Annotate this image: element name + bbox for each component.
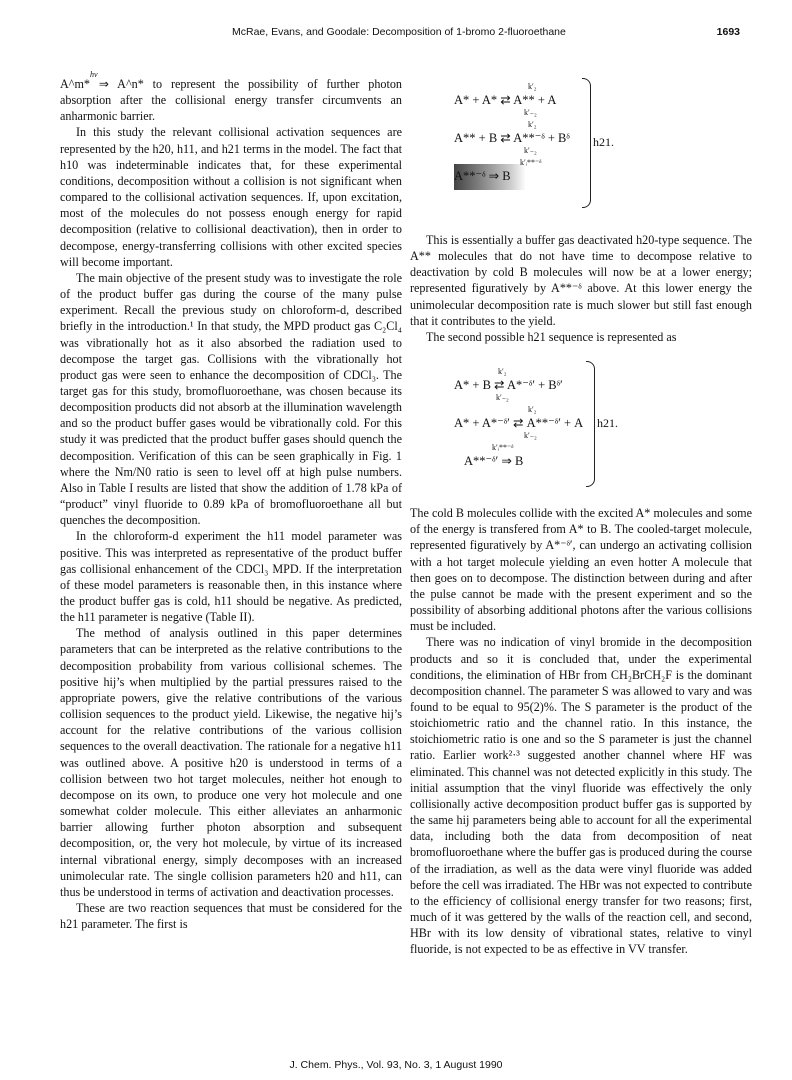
equation-text: A* + A* ⇄ A** + A — [454, 93, 557, 107]
rate-constant: k′₋₂ — [496, 393, 509, 403]
paragraph: The main objective of the present study was to investigate the role of the product buffer gas during the course of the many pulse experiment. Recall the previous study on chloroform-d, described briefly in the introduction.¹ In that study, the MPD product gas C₂Cl₄ was vibrationally hot as it also absorbed the radiation used to decompose the target gas. Collisions with the vibrationally hot product gas were seen to enhance the decomposition of CDCl₃. The target gas for this study, bromofluoroethane, was chosen because its decomposition products did not absorb at the illumination wavelength and so the product buffer gases would be vibrationally cold. For this study it was predicted that the product buffer gases should quench the decomposition. Verification of this can be seen graphically in Fig. 1 where the Nm/N0 ratio is seen to level off at high pulse numbers. Also in Table I results are listed that show the addition of 1.78 kPa of “product” vinyl fluoride to 0.89 kPa of bromofluoroethane all but quenches the decomposition. — [60, 270, 402, 528]
rate-constant: k′₋₂ — [524, 431, 537, 441]
paragraph: There was no indication of vinyl bromide in the decomposition products and so it is concluded that, under the experimental conditions, the elimination of HBr from CH₂BrCH₂F is the dominant decomposition channel. The parameter S was allowed to vary and was found to be equal to 95(2)%. The S parameter is the product of the stoichiometric ratio and the channel ratio. In this instance, the stoichiometric ratio is one and so the S parameter is just the channel ratio. Earlier work²·³ suggested another channel where HF was eliminated. This channel was not detected explicitly in this study. The initial assumption that the vinyl fluoride was effectively the only collisionally active decomposition product buffer gas is supported by the same hij parameters being able to account for all the experimental data, including both the data from decomposition of neat bromofluoroethane where the buffer gas is produced during the course of the irradiation, as well as the data were vinyl fluoride was added before the cell was irradiated. The HBr was not expected to contribute to the efficiency of collisional energy transfer for two reasons; first, much of it was gettered by the walls of the reaction cell, and second, HBr with its low density of vibrational states, relative to vinyl fluoride, is not expected to be as effective in VV transfer. — [410, 635, 752, 957]
rate-constant: k′ᵢ**⁻ᵟ — [520, 158, 542, 167]
rate-constant: k′₋₂ — [524, 108, 537, 117]
paragraph: This is essentially a buffer gas deactivated h20-type sequence. The A** molecules that do not have time to decompose relative to deactivation by cold B molecules will now be at a lower energy; represented figuratively by A**⁻ᵟ above. At this lower energy the unimolecular decomposition rate is much slower but still fast enough that it contributes to the yield. — [410, 233, 752, 328]
rate-constant: k′₂ — [528, 405, 537, 415]
reaction-line — [410, 361, 752, 403]
brace — [586, 361, 595, 487]
brace-label: h21. — [597, 416, 618, 431]
equation-text: A**⁻ᵟ′ ⇒ B — [464, 454, 524, 469]
reaction-line — [410, 399, 752, 441]
brace — [582, 78, 591, 208]
reaction-line — [410, 76, 752, 117]
rate-constant: k′₂ — [498, 367, 507, 377]
rate-constant: k′ᵢ**⁻ᵟ — [492, 443, 514, 453]
equation-text: A** + B ⇄ A**⁻ᵟ + Bᵟ — [454, 131, 570, 145]
paragraph: A^m* ⇒ A^n* to represent the possibility of further photon absorption after the collisional energy transfer circumvents an anharmonic barrier. — [60, 77, 402, 124]
page-number: 1693 — [716, 26, 740, 38]
paragraph: The cold B molecules collide with the excited A* molecules and some of the energy is transfered from A* to B. The cooled-target molecule, represented figuratively by A*⁻ᵟ′, can undergo an activating collision with a hot target molecule yielding an even hotter A molecule that then goes on to decompose. The distinction between during and after the pulse cannot be made with the present experiment and so the possibility of absorbing additional photons after the various collisions must be included. — [410, 506, 752, 634]
running-title: McRae, Evans, and Goodale: Decomposition of 1-bromo 2-fluoroethane — [232, 26, 566, 38]
reaction-line — [410, 114, 752, 155]
reaction-line — [410, 152, 752, 190]
paragraph: In this study the relevant collisional activation sequences are represented by the h20, h11, and h21 terms in the model. The fact that h10 was indeterminable indicates that, for these experimental conditions, decomposition without a collision is not significant when compared to the collisional activation sequences. If, upon excitation, most of the molecules do not possess enough energy for rapid decomposition (relative to collisional deactivation), then in order to decompose, energy-transferring collisions with other excited species will become important. — [60, 125, 402, 269]
reaction-line — [410, 437, 752, 475]
running-header — [0, 26, 792, 42]
brace-label: h21. — [593, 135, 614, 149]
hv-label: hν — [90, 70, 98, 79]
paragraph: The second possible h21 sequence is represented as — [426, 329, 677, 344]
paragraph: In the chloroform-d experiment the h11 model parameter was positive. This was interpreted as representative of the product buffer gas collisional enhancement of the CDCl₃ MPD. If the interpretation of these model parameters is reasonable then, in this instance where the product buffer gas is cold, h11 should be negative. As predicted, the h11 parameter is negative (Table II). — [60, 529, 402, 625]
equation-text: A* + A*⁻ᵟ′ ⇄ A**⁻ᵟ′ + A — [454, 416, 584, 431]
rate-constant: k′₋₂ — [524, 146, 537, 155]
reaction-scheme-1 — [410, 76, 752, 216]
left-column — [60, 70, 402, 932]
journal-citation: J. Chem. Phys., Vol. 93, No. 3, 1 August 1990 — [289, 1059, 503, 1071]
reaction-scheme-2 — [410, 361, 752, 497]
equation-text: A**⁻ᵟ ⇒ B — [454, 169, 511, 183]
rate-constant: k′₂ — [528, 120, 537, 129]
rate-constant: k′₂ — [528, 82, 537, 91]
paragraph: These are two reaction sequences that must be considered for the h21 parameter. The first is — [60, 900, 402, 932]
equation-text: A* + B ⇄ A*⁻ᵟ′ + Bᵟ′ — [454, 378, 563, 393]
right-column — [410, 76, 752, 957]
paragraph: The method of analysis outlined in this paper determines parameters that can be interpreted as the relative contributions to the decomposition probability from various collisional schemes. The positive hij’s when multiplied by the partial pressures raised to the appropriate powers, give the relative contributions of the various collision sequences to the product yield. Likewise, the negative hij’s account for the relative contributions of the various collision sequences to the overall deactivation. The rationale for a negative h11 was outlined above. A positive h20 is understood in terms of a collision between two hot target molecules, neither hot enough to decompose on its own, to produce one very hot molecule and one somewhat colder molecule. This either alleviates an anharmonic barrier allowing further photon absorption and subsequent decomposition, or, the very hot molecule, by virtue of its increased internal vibrational energy, simply decomposes with an increased unimolecular rate. The single collision parameters h20 and h11, can thus be understood in terms of activation and deactivation processes. — [60, 626, 402, 899]
